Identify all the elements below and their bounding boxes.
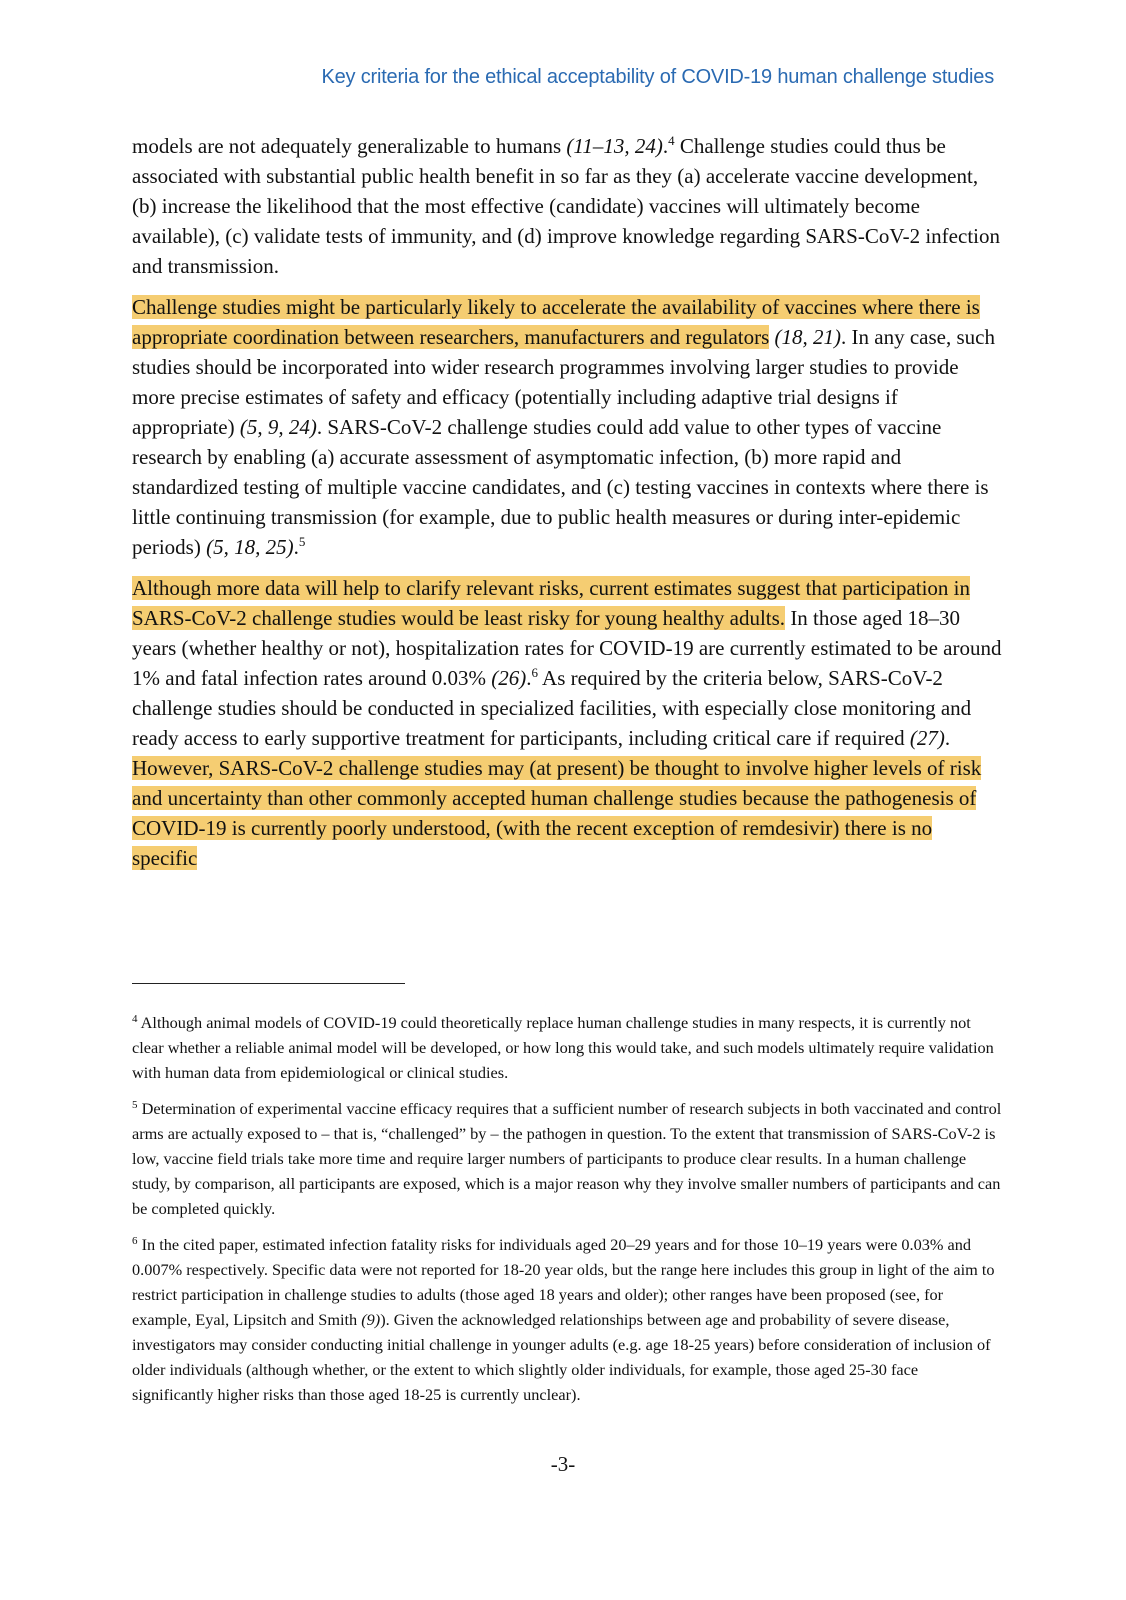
text-run: . (662, 134, 669, 158)
text-run: . (526, 666, 532, 690)
footnote-ref-4[interactable]: 4 (668, 133, 675, 148)
highlighted-text: However, SARS-CoV-2 challenge studies may (at present) be thought to involve higher levels of risk and uncertainty than other commonly accepted human challenge studies because the pathogenesis of COVID-19 is currently poorly understood, (with the recent exception of remdesivir) there is no specific (132, 756, 982, 870)
citation: (11–13, 24) (566, 134, 663, 158)
footnote-5 (132, 1096, 1002, 1221)
footnote-6 (132, 1232, 1002, 1407)
footnote-number: 4 (132, 1013, 138, 1025)
citation: (27) (909, 726, 945, 750)
text-run: In those aged 18–30 years (whether healthy or not), hospitalization rates for COVID-19 are currently estimated to be around 1% and fatal infection rates around 0.03% (132, 606, 1002, 690)
footnotes (132, 1010, 1002, 1418)
page-number: -3- (550, 1452, 576, 1476)
text-run: models are not adequately generalizable to humans (132, 134, 567, 158)
footnote-ref-6[interactable]: 6 (531, 665, 538, 680)
paragraph-2 (132, 292, 1002, 562)
footnote-text: In the cited paper, estimated infection fatality risks for individuals aged 20–29 years and for those 10–19 years were 0.03% and 0.007% respectively. Specific data were not reported for 18-20 year olds, but the range here includes this group in light of the aim to restrict participation in challenge studies to adults (those aged 18 years and older); other ranges have been proposed (see, for example, Eyal, Lipsitch and Smith (132, 1235, 995, 1329)
footnote-ref-5[interactable]: 5 (298, 534, 306, 549)
footnote-text: Determination of experimental vaccine efficacy requires that a sufficient number of research subjects in both vaccinated and control arms are actually exposed to – that is, “challenged” by – the pathogen in question. To the extent that transmission of SARS-CoV-2 is low, vaccine field trials take more time and require larger numbers of participants to produce clear results. In a human challenge study, by comparison, all participants are exposed, which is a major reason why they involve smaller numbers of participants and can be completed quickly. (132, 1099, 1002, 1218)
footnote-separator (132, 983, 405, 984)
paragraph-3 (132, 573, 1002, 873)
text-run: . In any case, such studies should be incorporated into wider research programmes involving larger studies to provide more precise estimates of safety and efficacy (potentially including adaptive trial designs if appropriate) (132, 325, 995, 439)
text-run: . SARS-CoV-2 challenge studies could add value to other types of vaccine research by enabling (a) accurate assessment of asymptomatic infection, (b) more rapid and standardized testing of multiple vaccine candidates, and (c) testing vaccines in contexts where there is little continuing transmission (for example, due to public health measures or during inter-epidemic periods) (132, 415, 989, 559)
citation: (9) (361, 1310, 381, 1329)
paragraph-1 (132, 131, 1002, 281)
text-run: Challenge studies could thus be associated with substantial public health benefit in so far as they (a) accelerate vaccine development, (b) increase the likelihood that the most effective (candidate) vaccines will ultimately become available), (c) validate tests of immunity, and (d) improve knowledge regarding SARS-CoV-2 infection and transmission. (132, 134, 1000, 278)
footnote-number: 6 (132, 1235, 138, 1247)
citation: (26) (491, 666, 527, 690)
footnote-4 (132, 1010, 1002, 1085)
highlighted-text: Challenge studies might be particularly likely to accelerate the availability of vaccines where there is appropriate coordination between researchers, manufacturers and regulators (132, 295, 980, 349)
body-text (132, 131, 1002, 884)
text-run: . (944, 726, 951, 750)
citation: (5, 18, 25) (206, 535, 294, 559)
citation: (5, 9, 24) (239, 415, 317, 439)
footnote-text: Although animal models of COVID-19 could theoretically replace human challenge studies in many respects, it is currently not clear whether a reliable animal model will be developed, or how long this would take, and such models ultimately require validation with human data from epidemiological or clinical studies. (132, 1013, 994, 1082)
running-header: Key criteria for the ethical acceptability of COVID-19 human challenge studies (321, 66, 994, 88)
citation: (18, 21) (774, 325, 842, 349)
footnote-number: 5 (132, 1099, 138, 1111)
text-run: As required by the criteria below, SARS-CoV-2 challenge studies should be conducted in specialized facilities, with especially close monitoring and ready access to early supportive treatment for participants, including critical care if required (132, 666, 972, 750)
footnote-text: ). Given the acknowledged relationships between age and probability of severe disease, investigators may consider conducting initial challenge in younger adults (e.g. age 18-25 years) before consideration of inclusion of older individuals (although whether, or the extent to which slightly older individuals, for example, those aged 25-30 face significantly higher risks than those aged 18-25 is currently unclear). (132, 1310, 991, 1404)
highlighted-text: Although more data will help to clarify relevant risks, current estimates suggest that participation in SARS-CoV-2 challenge studies would be least risky for young healthy adults. (132, 576, 971, 630)
text-run: . (293, 535, 299, 559)
